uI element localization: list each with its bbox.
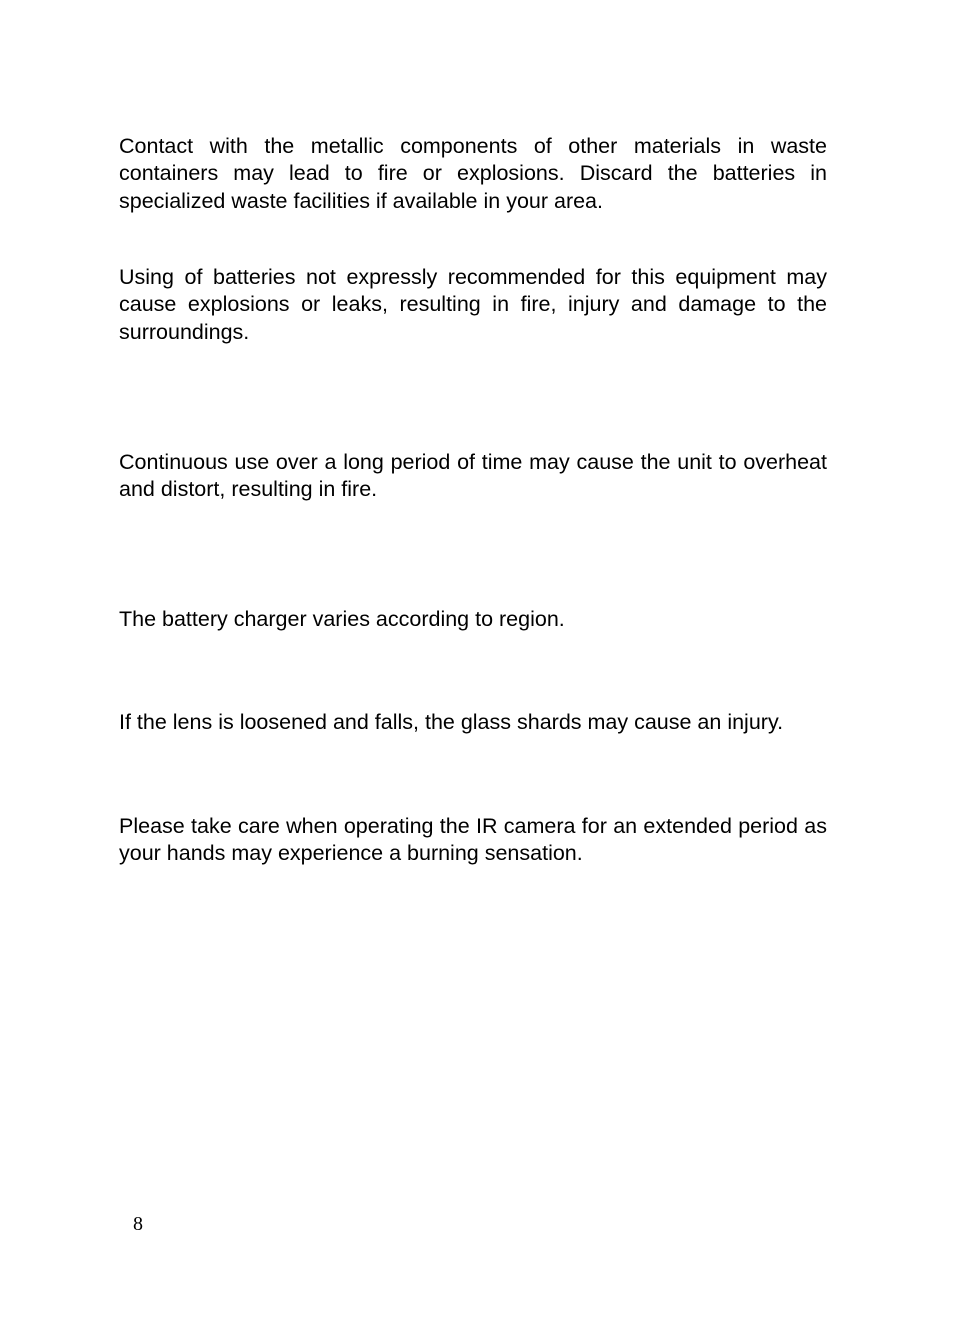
overheat-warning: Continuous use over a long period of time may cause the unit to overheat and distort, resulting in fire.	[119, 450, 827, 502]
battery-disposal-warning: Contact with the metallic components of other materials in waste containers may lead to fire or explosions. Discard the batteries in specialized waste facilities if available in your area.	[119, 134, 827, 213]
lens-injury-warning: If the lens is loosened and falls, the glass shards may cause an injury.	[119, 710, 784, 734]
page-number: 8	[133, 1213, 143, 1235]
unrecommended-battery-warning: Using of batteries not expressly recommended for this equipment may cause explosions or leaks, resulting in fire, injury and damage to the surroundings.	[119, 265, 827, 344]
charger-region-note: The battery charger varies according to region.	[119, 607, 565, 631]
burning-sensation-warning: Please take care when operating the IR camera for an extended period as your hands may experience a burning sensation.	[119, 814, 827, 866]
